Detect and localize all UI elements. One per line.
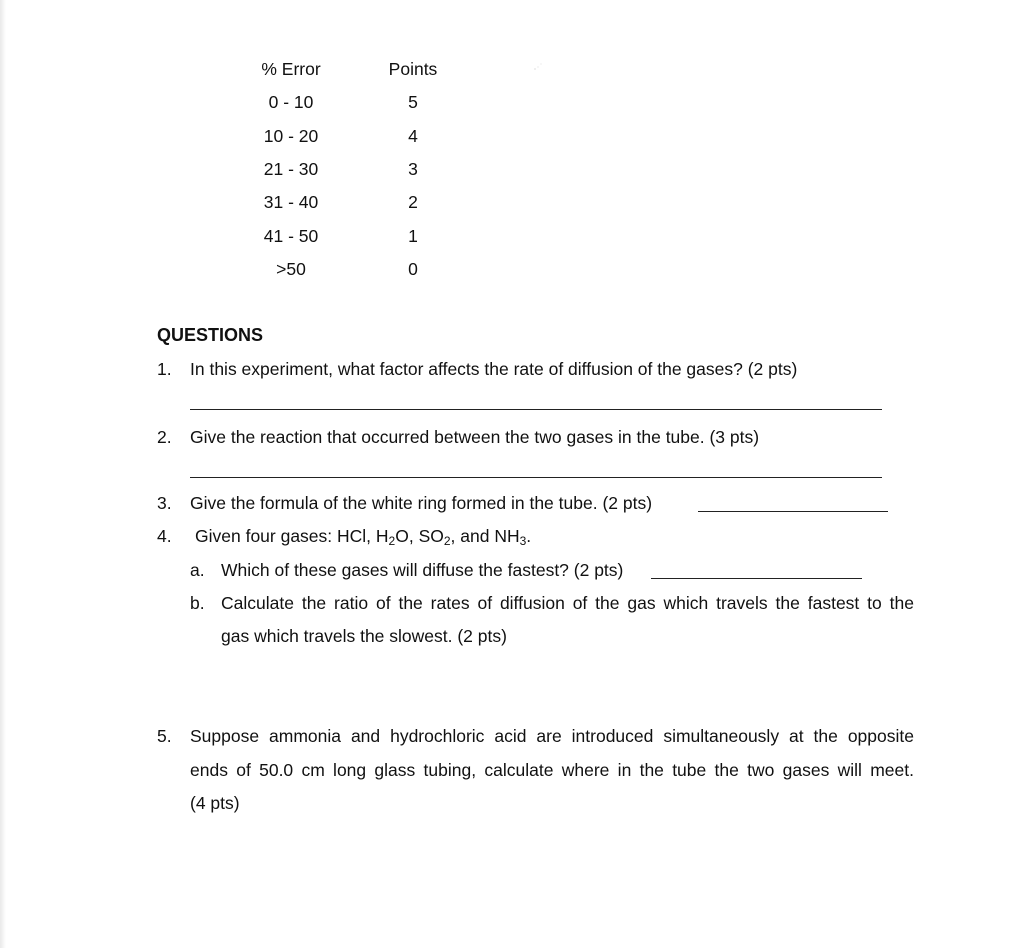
question-4-text: Given four gases: HCl, $H_2O$, $SO_2$, and $NH_3$. (195, 526, 532, 548)
question-number: 1. (157, 359, 172, 379)
question-3-text: Give the formula of the white ring formed in the tube. (2 pts) (190, 493, 653, 513)
question-1-text: In this experiment, what factor affects the rate of diffusion of the gases? (2 pts) (190, 359, 798, 379)
table-cell-error: 10 - 20 (263, 126, 319, 146)
sub-question-label: a. (190, 560, 205, 580)
question-5-line-2: ends of 50.0 cm long glass tubing, calculate where in the tube the two gases will meet. (190, 760, 914, 780)
page-edge-shadow (0, 0, 6, 948)
table-cell-points: 2 (408, 192, 418, 212)
sub-question-label: b. (190, 593, 205, 613)
answer-line-2[interactable] (190, 477, 882, 478)
question-5-line-3: (4 pts) (190, 793, 240, 813)
question-number: 2. (157, 427, 172, 447)
question-2-text: Give the reaction that occurred between the two gases in the tube. (3 pts) (190, 427, 760, 447)
answer-line-4a[interactable] (651, 578, 862, 579)
table-cell-points: 3 (408, 159, 418, 179)
table-cell-points: 1 (408, 226, 418, 246)
question-number: 3. (157, 493, 172, 513)
table-header-points: Points (388, 59, 438, 79)
table-cell-points: 4 (408, 126, 418, 146)
answer-line-1[interactable] (190, 409, 882, 410)
table-header-error: % Error (261, 59, 321, 79)
table-cell-points: 5 (408, 92, 418, 112)
table-cell-error: 21 - 30 (263, 159, 319, 179)
table-cell-points: 0 (408, 259, 418, 279)
question-number: 5. (157, 726, 172, 746)
table-cell-error: 31 - 40 (263, 192, 319, 212)
question-4b-line-2: gas which travels the slowest. (2 pts) (221, 626, 507, 646)
answer-line-3[interactable] (698, 511, 888, 512)
question-4b-line-1: Calculate the ratio of the rates of diffusion of the gas which travels the fastest to the (221, 593, 914, 613)
table-cell-error: 41 - 50 (263, 226, 319, 246)
scan-speck (532, 62, 544, 72)
table-cell-error: 0 - 10 (268, 92, 314, 112)
question-5-line-1: Suppose ammonia and hydrochloric acid are introduced simultaneously at the opposite (190, 726, 914, 746)
question-number: 4. (157, 526, 172, 546)
questions-heading: QUESTIONS (157, 325, 264, 345)
question-4a-text: Which of these gases will diffuse the fastest? (2 pts) (221, 560, 624, 580)
table-cell-error: >50 (276, 259, 306, 279)
